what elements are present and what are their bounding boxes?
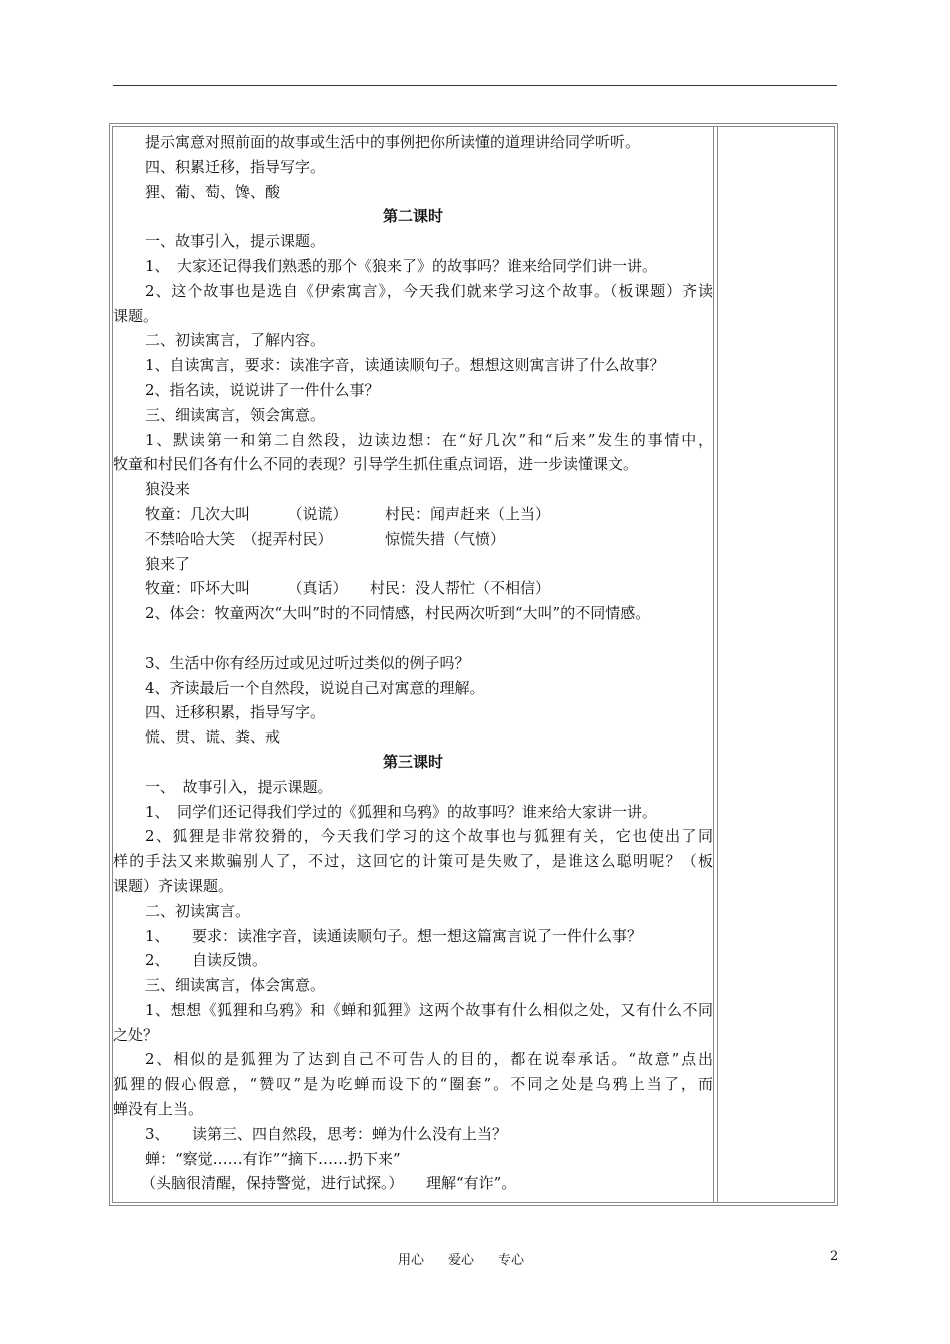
text-line: 二、初读寓言。 <box>145 901 251 920</box>
text-line: 二、初读寓言，了解内容。 <box>145 331 326 350</box>
section-heading: 第三课时 <box>382 752 443 771</box>
text-line: 不禁哈哈大笑 （捉弄村民） 惊慌失措（气愤） <box>145 529 506 548</box>
text-line: 狼来了 <box>145 554 191 573</box>
text-line: 4、齐读最后一个自然段，说说自己对寓意的理解。 <box>145 678 485 697</box>
text-line: 牧童和村民们各有什么不同的表现？引导学生抓住重点词语，进一步读懂课文。 <box>113 455 639 474</box>
text-line: 蝉没有上当。 <box>113 1100 204 1119</box>
text-line: 三、细读寓言，体会寓意。 <box>145 976 326 995</box>
text-line: 2、狐狸是非常狡猾的，今天我们学习的这个故事也与狐狸有关，它也使出了同 <box>145 827 713 846</box>
text-line: 2、相似的是狐狸为了达到自己不可告人的目的，都在说奉承话。“故意”点出 <box>145 1050 713 1069</box>
text-line: 1、默读第一和第二自然段，边读边想：在“好几次”和“后来”发生的事情中， <box>145 430 713 449</box>
text-line: 1、 大家还记得我们熟悉的那个《狼来了》的故事吗？谁来给同学们讲一讲。 <box>145 256 658 275</box>
text-line: 1、 同学们还记得我们学过的《狐狸和乌鸦》的故事吗？谁来给大家讲一讲。 <box>145 802 658 821</box>
footer-motto-2: 爱心 <box>448 1253 475 1268</box>
footer-motto-1: 用心 <box>398 1253 425 1268</box>
text-line: 提示寓意对照前面的故事或生活中的事例把你所读懂的道理讲给同学听听。 <box>145 133 641 151</box>
text-line: 狼没来 <box>145 480 191 499</box>
footer-motto <box>398 1249 524 1268</box>
text-line: 课题。 <box>113 306 159 325</box>
text-line: 之处？ <box>113 1025 159 1044</box>
text-line: 2、指名读，说说讲了一件什么事？ <box>145 380 380 399</box>
text-line: 蝉：“察觉……有诈”“摘下……扔下来” <box>145 1149 401 1168</box>
page-number: 2 <box>830 1249 839 1264</box>
text-line: 牧童：吓坏大叫 （真话） 村民：没人帮忙（不相信） <box>145 579 551 598</box>
text-line: 课题）齐读课题。 <box>113 876 234 895</box>
text-line: 样的手法又来欺骗别人了，不过，这回它的计策可是失败了，是谁这么聪明呢？（板 <box>113 852 713 871</box>
text-line: 1、自读寓言，要求：读准字音，读通读顺句子。想想这则寓言讲了什么故事？ <box>145 356 665 375</box>
text-line: （头脑很清醒，保持警觉，进行试探。） 理解“有诈”。 <box>141 1174 517 1193</box>
text-line: 2、这个故事也是选自《伊索寓言》，今天我们就来学习这个故事。（板课题）齐读 <box>145 281 713 300</box>
section-heading: 第二课时 <box>382 207 443 226</box>
text-line: 3、生活中你有经历过或见过听过类似的例子吗？ <box>145 653 470 672</box>
lesson-content <box>113 130 713 1196</box>
text-line <box>113 626 713 651</box>
text-line: 一、故事引入，提示课题。 <box>145 232 326 251</box>
text-line: 一、 故事引入，提示课题。 <box>145 777 333 796</box>
text-line: 狐狸的假心假意，“赞叹”是为吃蝉而设下的“圈套”。不同之处是乌鸦上当了，而 <box>113 1075 713 1094</box>
text-line: 狸、葡、萄、馋、酸 <box>145 182 281 201</box>
text-line: 1、想想《狐狸和乌鸦》和《蝉和狐狸》这两个故事有什么相似之处，又有什么不同 <box>145 1000 713 1019</box>
text-line: 四、积累迁移，指导写字。 <box>145 157 326 176</box>
text-line: 2、 自读反馈。 <box>145 951 268 970</box>
text-line: 四、迁移积累，指导写字。 <box>145 703 326 722</box>
text-line: 三、细读寓言，领会寓意。 <box>145 405 326 424</box>
header-rule <box>113 85 837 86</box>
text-line: 牧童：几次大叫 （说谎） 村民：闻声赶来（上当） <box>145 504 551 523</box>
text-line: 3、 读第三、四自然段，思考：蝉为什么没有上当？ <box>145 1124 508 1143</box>
footer-motto-3: 专心 <box>498 1253 525 1268</box>
text-line: 慌、贯、谎、粪、戒 <box>145 728 281 747</box>
text-line: 1、 要求：读准字音，读通读顺句子。想一想这篇寓言说了一件什么事？ <box>145 926 643 945</box>
table-column-divider <box>713 126 718 1203</box>
text-line: 2、体会：牧童两次“大叫”时的不同情感，村民两次听到“大叫”的不同情感。 <box>145 604 651 623</box>
